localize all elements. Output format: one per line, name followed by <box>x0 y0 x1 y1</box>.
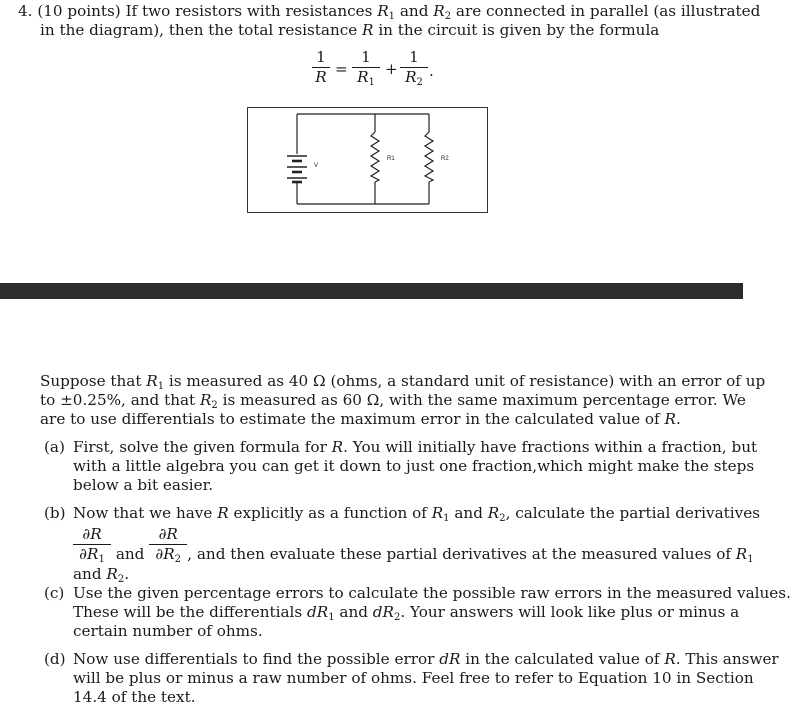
text: are to use differentials to estimate the maximum error in the calculated value of <box>40 410 660 428</box>
text: Suppose that <box>40 372 142 390</box>
numerator: 1 <box>316 48 326 66</box>
text: and <box>73 565 102 583</box>
subscript: 1 <box>98 554 105 565</box>
part-label: (d) <box>44 650 66 668</box>
fraction-1-over-r1 <box>352 48 380 86</box>
parallel-resistance-formula <box>312 48 442 92</box>
var-r: R <box>735 545 748 563</box>
text: and <box>339 603 368 621</box>
circuit-diagram <box>247 107 488 213</box>
partial-r-over-r1 <box>73 525 111 569</box>
var-dr: dR <box>439 650 461 668</box>
var-r: R <box>377 2 389 20</box>
subscript: 2 <box>117 574 125 585</box>
problem-body <box>40 372 766 429</box>
var-r: R <box>664 650 676 668</box>
text: in the diagram), then the total resistance <box>40 21 358 39</box>
var-r: R <box>357 68 369 86</box>
text: . Your answers will look like plus or minus a <box>400 603 740 621</box>
fraction-1-over-r <box>312 48 330 86</box>
problem-line-2 <box>18 21 708 40</box>
var-r: R <box>362 21 374 39</box>
numerator: 1 <box>409 48 419 66</box>
text: with a little algebra you can get it down to just one fraction,which might make the steps <box>73 457 755 475</box>
problem-number: 4. <box>18 2 33 20</box>
part-label: (c) <box>44 584 65 602</box>
text: and <box>115 545 145 563</box>
var-r: R <box>146 372 158 390</box>
part-label: (b) <box>44 504 66 522</box>
divider-bar <box>0 283 743 299</box>
denominator <box>400 68 428 86</box>
denominator: $\partial R_1$ <box>79 545 105 565</box>
body-line-2 <box>40 391 746 411</box>
body-line-3 <box>40 410 695 429</box>
subscript: 2 <box>444 11 452 22</box>
subscript: 1 <box>747 554 754 565</box>
var-r: R <box>664 410 676 428</box>
partial-r-over-r2 <box>149 525 187 569</box>
label-r2: R2 <box>441 156 449 162</box>
text: , and then evaluate these partial derivatives at the measured values of <box>187 545 731 563</box>
fraction-1-over-r2 <box>400 48 428 86</box>
subscript: 2 <box>416 77 423 88</box>
var-r: R <box>433 2 445 20</box>
text: If two resistors with resistances <box>125 2 373 20</box>
var-r: R <box>217 504 229 522</box>
subscript: 1 <box>443 513 450 524</box>
text: , calculate the partial derivatives <box>505 504 760 522</box>
var-r: R <box>382 603 394 621</box>
part-d <box>44 650 779 707</box>
text: . This answer <box>675 650 779 668</box>
text: First, solve the given formula for <box>73 438 327 456</box>
text: 14.4 of the text. <box>73 688 196 706</box>
part-label: (a) <box>44 438 65 456</box>
text: below a bit easier. <box>73 476 214 494</box>
numerator: ∂R <box>158 525 178 543</box>
text: in the calculated value of <box>465 650 660 668</box>
text: to ±0.25%, and that <box>40 391 196 409</box>
subscript: 2 <box>393 612 401 623</box>
var-r: R <box>163 545 175 563</box>
var-r: R <box>199 391 212 409</box>
text: Now use differentials to find the possible error <box>73 650 435 668</box>
equals-sign: = <box>335 60 348 78</box>
text: is measured as 60 Ω, with the same maximum percentage error. We <box>222 391 746 409</box>
part-c <box>44 584 791 641</box>
text: and <box>454 504 483 522</box>
plus-sign: + <box>385 60 398 78</box>
var-dr1: dR <box>307 603 329 621</box>
part-b: (b) Now that we have R explicitly as a function of $R_1$ and $R_2$, calculate the partial derivatives $\frac{\partial R}{\partial R_1}$ and $\frac{\partial R}{\partial R_2}$ , and then evaluate these partial derivatives at the measured values of $R_1$ and $R_2$. <box>44 504 760 585</box>
var-r: R <box>431 504 444 522</box>
var-r: R <box>316 603 329 621</box>
period: . <box>429 62 434 80</box>
var-dr2: dR <box>372 603 394 621</box>
label-v: V <box>314 163 319 169</box>
var-r: R <box>106 565 118 583</box>
subscript: 2 <box>211 400 218 411</box>
label-r1: R1 <box>387 156 395 162</box>
text: . <box>675 410 681 428</box>
text: are connected in parallel (as illustrated <box>455 2 761 20</box>
subscript: 1 <box>368 77 375 88</box>
diagram-frame <box>248 108 488 213</box>
var-r: R <box>487 504 500 522</box>
text: and <box>399 2 429 20</box>
var-r: R <box>87 545 99 563</box>
text: will be plus or minus a raw number of ohms. Feel free to refer to Equation 10 in Section <box>73 669 754 687</box>
denominator: $\partial R_2$ <box>155 545 182 565</box>
subscript: 2 <box>499 513 506 524</box>
text: certain number of ohms. <box>73 622 263 640</box>
numerator: ∂R <box>82 525 102 543</box>
denominator: R <box>315 68 327 86</box>
problem-statement <box>18 2 761 40</box>
problem-line-1 <box>18 2 761 22</box>
denominator <box>352 68 380 86</box>
body-line-1 <box>40 372 766 392</box>
problem-points: (10 points) <box>37 2 121 20</box>
text: These will be the differentials <box>73 603 303 621</box>
text: is measured as 40 Ω (ohms, a standard unit of resistance) with an error of up <box>168 372 766 390</box>
numerator: 1 <box>361 48 371 66</box>
var-r: R <box>331 438 344 456</box>
text: in the circuit is given by the formula <box>378 21 660 39</box>
text: explicitly as a function of <box>233 504 427 522</box>
subscript: 2 <box>174 554 182 565</box>
text: Use the given percentage errors to calculate the possible raw errors in the measured values. <box>73 584 791 602</box>
text: . You will initially have fractions within a fraction, but <box>343 438 758 456</box>
part-a <box>44 438 758 495</box>
subscript: 1 <box>328 612 335 623</box>
var-r: R <box>405 68 417 86</box>
text: Now that we have <box>73 504 213 522</box>
subscript: 1 <box>388 11 396 22</box>
subscript: 1 <box>157 381 165 392</box>
